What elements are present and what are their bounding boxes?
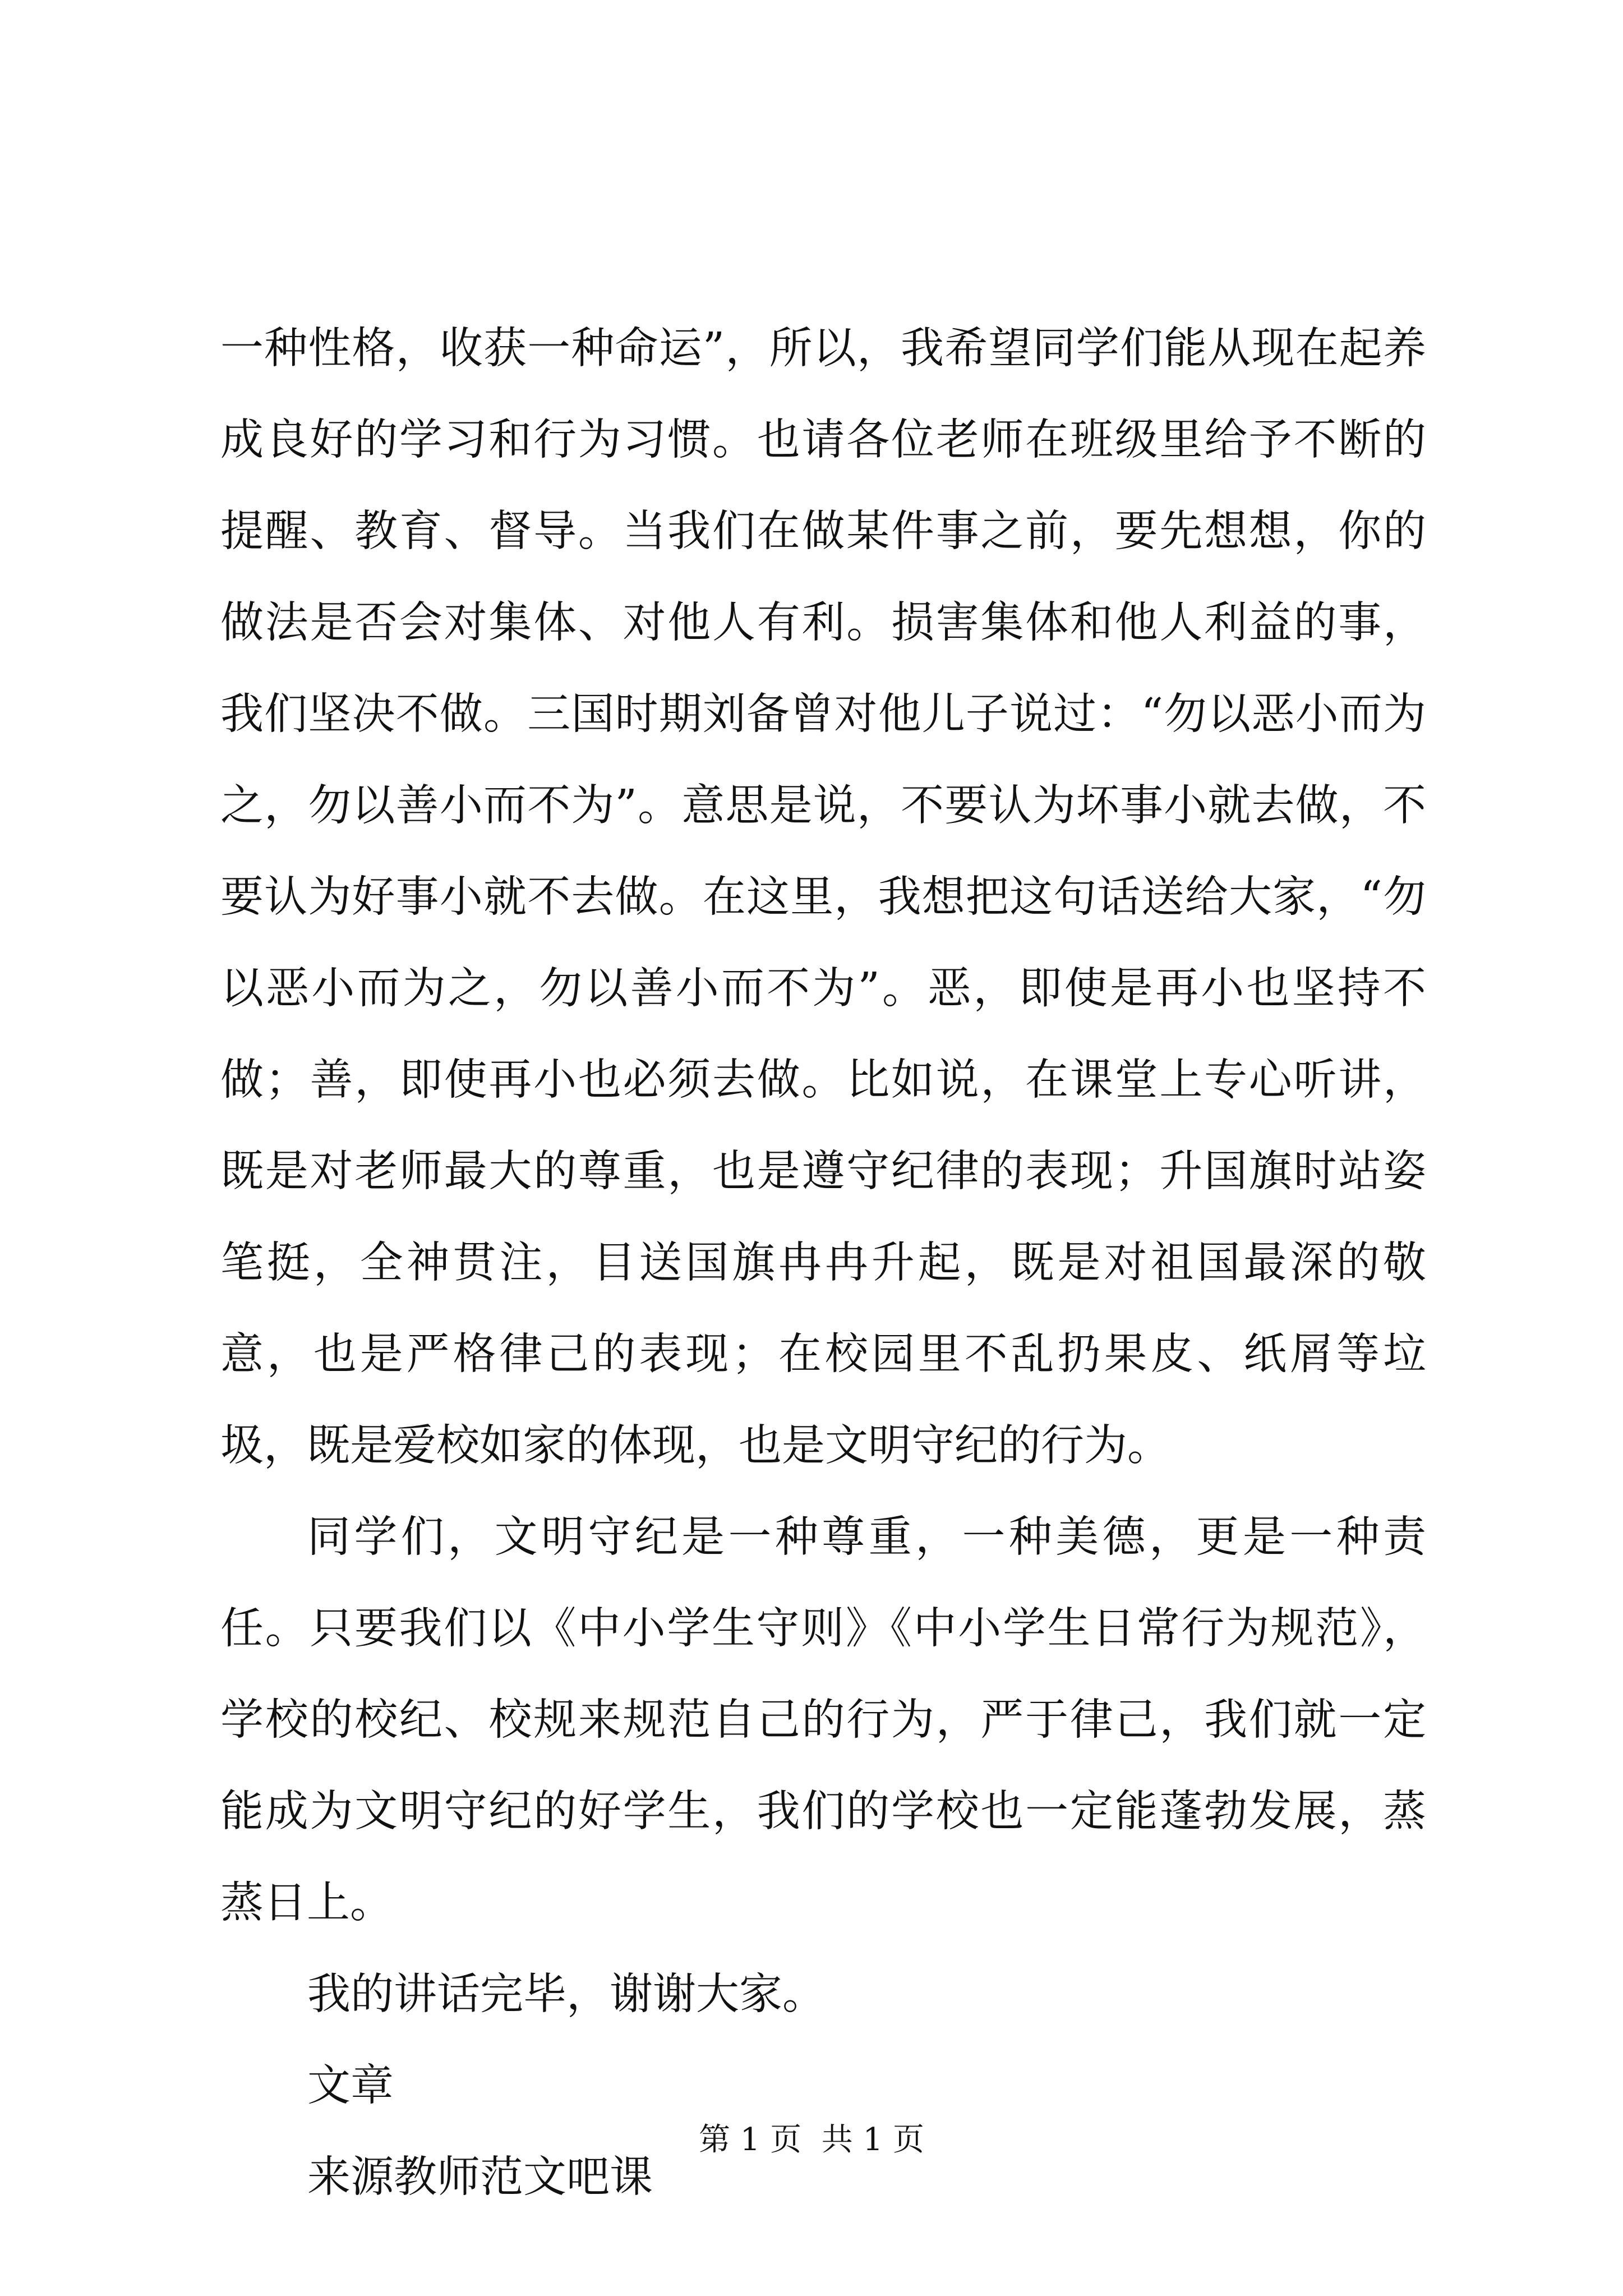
document-body: [220, 303, 1426, 2223]
paragraph-1: 一种性格，收获一种命运”，所以，我希望同学们能从现在起养成良好的学习和行为习惯。也请各位老师在班级里给予不断的提醒、教育、督导。当我们在做某件事之前，要先想想，你的做法是否会对集体、对他人有利。损害集体和他人利益的事，我们坚决不做。三国时期刘备曾对他儿子说过：“勿以恶小而为之，勿以善小而不为”。意思是说，不要认为坏事小就去做，不要认为好事小就不去做。在这里，我想把这句话送给大家，“勿以恶小而为之，勿以善小而不为”。恶，即使是再小也坚持不做；善，即使再小也必须去做。比如说，在课堂上专心听讲，既是对老师最大的尊重，也是遵守纪律的表现；升国旗时站姿笔挺，全神贯注，目送国旗冉冉升起，既是对祖国最深的敬意，也是严格律己的表现；在校园里不乱扔果皮、纸屑等垃圾，既是爱校如家的体现，也是文明守纪的行为。: [220, 324, 1426, 1471]
paragraph-5: 来源教师范文吧课: [307, 2152, 653, 2202]
paragraph-3: 我的讲话完毕，谢谢大家。: [307, 1970, 826, 2019]
page-footer: 第 1 页 共 1 页: [698, 2122, 925, 2158]
paragraph-4: 文章: [307, 2061, 394, 2111]
paragraph-2: 同学们，文明守纪是一种尊重，一种美德，更是一种责任。只要我们以《中小学生守则》《中小学生日常行为规范》，学校的校纪、校规来规范自己的行为，严于律己，我们就一定能成为文明守纪的好学生，我们的学校也一定能蓬勃发展，蒸蒸日上。: [220, 1512, 1426, 1928]
